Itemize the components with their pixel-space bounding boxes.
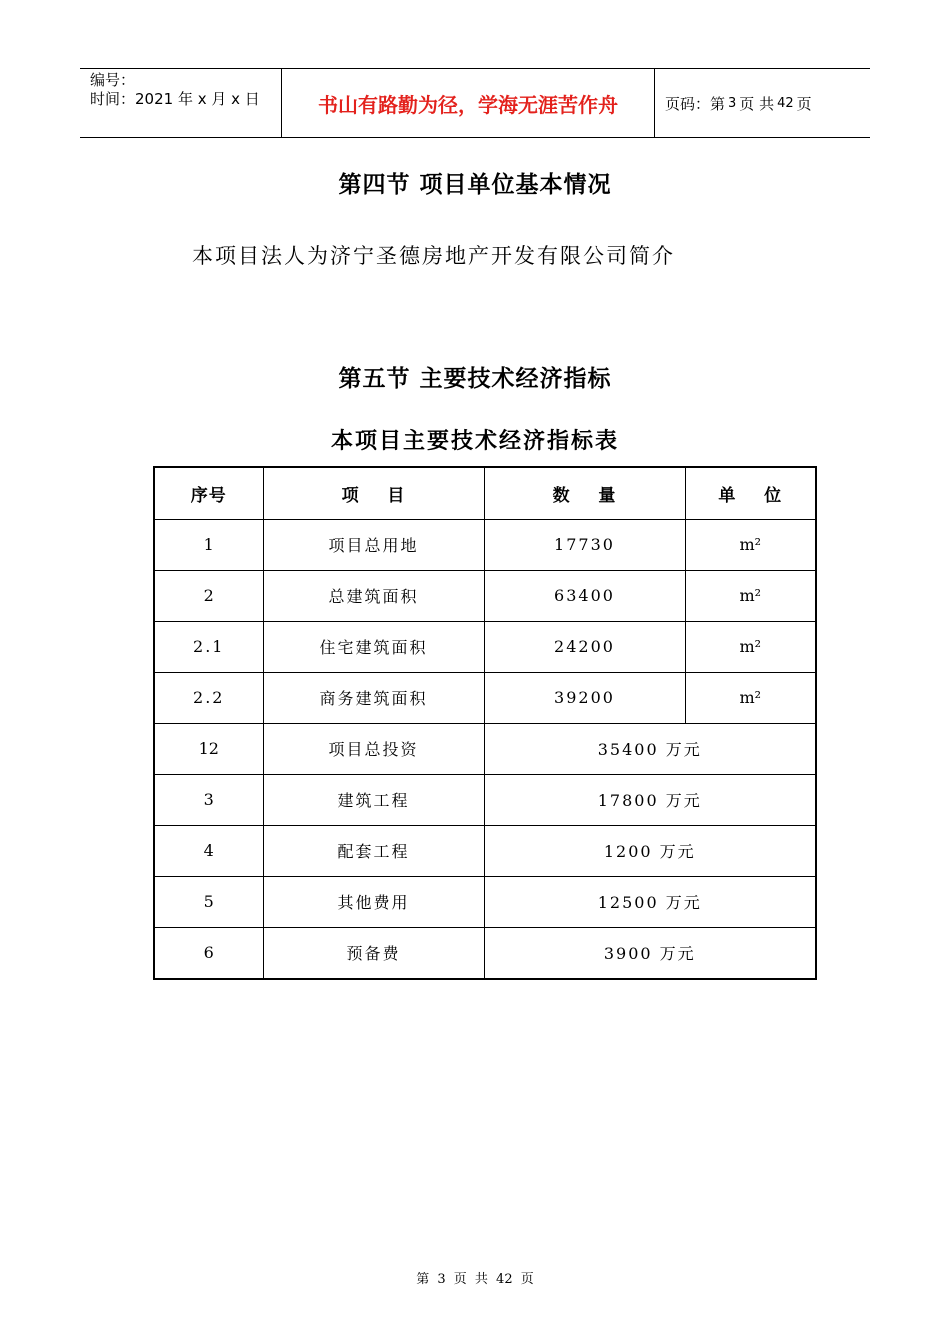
page-mid: 页 共 <box>739 94 775 113</box>
row-no: 2.2 <box>154 672 263 723</box>
row-item: 预备费 <box>263 927 484 979</box>
row-no: 1 <box>154 519 263 570</box>
row-value: 3900 万元 <box>484 927 816 979</box>
table-row <box>154 723 816 774</box>
page-footer: 第 3 页 共 42 页 <box>416 1272 534 1287</box>
table-row <box>154 876 816 927</box>
header-motto: 书山有路勤为径，学海无涯苦作舟 <box>282 69 655 137</box>
row-qty: 24200 <box>484 621 685 672</box>
row-no: 12 <box>154 723 263 774</box>
row-item: 配套工程 <box>263 825 484 876</box>
section-4-intro: 本项目法人为济宁圣德房地产开发有限公司简介 <box>192 244 675 268</box>
row-unit: m² <box>685 672 816 723</box>
page-header <box>80 68 870 138</box>
row-no: 2 <box>154 570 263 621</box>
table-row <box>154 774 816 825</box>
row-no: 4 <box>154 825 263 876</box>
table-title: 本项目主要技术经济指标表 <box>330 429 619 454</box>
row-value: 17800 万元 <box>484 774 816 825</box>
table-row <box>154 672 816 723</box>
row-value: 1200 万元 <box>484 825 816 876</box>
row-no: 6 <box>154 927 263 979</box>
header-unit: 单 位 <box>685 467 816 519</box>
row-no: 5 <box>154 876 263 927</box>
row-item: 商务建筑面积 <box>263 672 484 723</box>
header-item: 项 目 <box>263 467 484 519</box>
page-prefix: 页码：第 <box>665 94 726 113</box>
section-5-title: 第五节 主要技术经济指标 <box>338 366 612 392</box>
row-no: 3 <box>154 774 263 825</box>
section-4-title: 第四节 项目单位基本情况 <box>338 172 612 198</box>
table-row <box>154 519 816 570</box>
row-value: 35400 万元 <box>484 723 816 774</box>
row-item: 其他费用 <box>263 876 484 927</box>
row-unit: m² <box>685 519 816 570</box>
table-row <box>154 570 816 621</box>
row-item: 住宅建筑面积 <box>263 621 484 672</box>
page-suffix: 页 <box>796 94 812 113</box>
number-label: 编号： <box>90 71 136 89</box>
header-meta <box>80 69 282 137</box>
table-row <box>154 621 816 672</box>
table-header-row <box>154 467 816 519</box>
time-label: 时间：2021 年 x 月 x 日 <box>90 90 260 108</box>
header-page-info <box>655 69 870 137</box>
row-unit: m² <box>685 621 816 672</box>
table-row <box>154 825 816 876</box>
header-no: 序号 <box>154 467 263 519</box>
row-item: 总建筑面积 <box>263 570 484 621</box>
row-no: 2.1 <box>154 621 263 672</box>
header-qty: 数 量 <box>484 467 685 519</box>
page-total: 42 <box>777 95 794 111</box>
indicator-table <box>153 466 817 980</box>
page-current: 3 <box>728 95 737 111</box>
table-row <box>154 927 816 979</box>
row-item: 项目总投资 <box>263 723 484 774</box>
row-unit: m² <box>685 570 816 621</box>
row-item: 建筑工程 <box>263 774 484 825</box>
row-qty: 17730 <box>484 519 685 570</box>
row-qty: 39200 <box>484 672 685 723</box>
row-qty: 63400 <box>484 570 685 621</box>
row-value: 12500 万元 <box>484 876 816 927</box>
row-item: 项目总用地 <box>263 519 484 570</box>
